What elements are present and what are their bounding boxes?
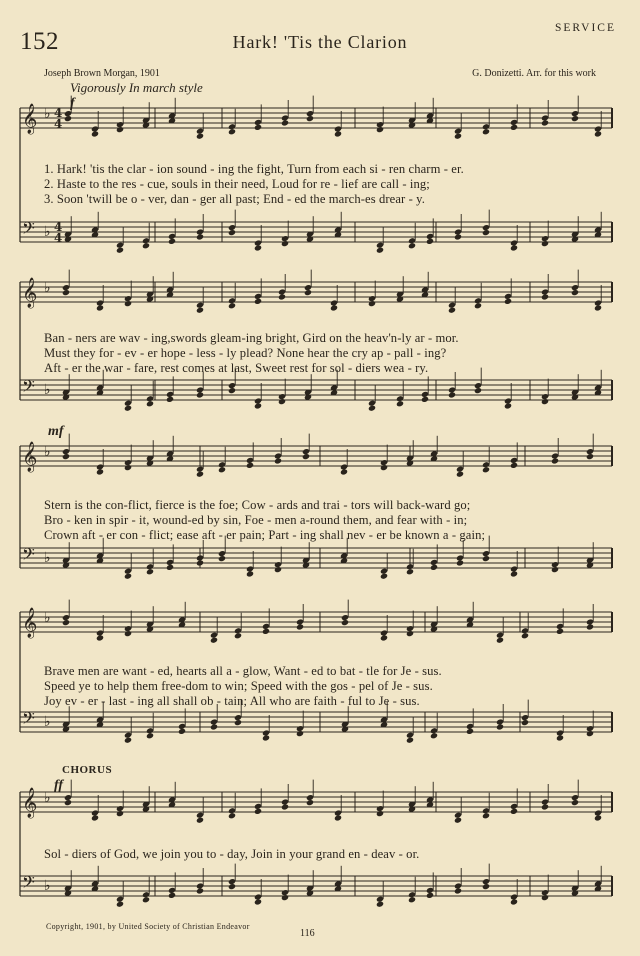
bass-clef-icon: 𝄢 bbox=[22, 708, 35, 732]
note-head bbox=[454, 233, 462, 240]
note-head bbox=[124, 300, 132, 307]
note-head bbox=[456, 559, 464, 566]
note-head bbox=[396, 400, 404, 407]
lyric-line: Brave men are want - ed, hearts all a - glow, Want - ed to bat - tle for Je - sus. bbox=[44, 664, 442, 678]
treble-clef-icon: 𝄞 bbox=[22, 788, 38, 818]
note-head bbox=[228, 229, 236, 236]
note-head bbox=[496, 723, 504, 730]
note-head bbox=[482, 555, 490, 562]
note-head bbox=[62, 289, 70, 296]
note-head bbox=[474, 302, 482, 309]
note-head bbox=[281, 240, 289, 247]
note-head bbox=[246, 570, 254, 577]
treble-clef-icon: 𝄞 bbox=[22, 442, 38, 472]
note-head bbox=[210, 637, 218, 644]
note-head bbox=[262, 628, 270, 635]
note-head bbox=[281, 119, 289, 126]
dynamic-fortissimo: ff bbox=[54, 778, 64, 793]
note-head bbox=[334, 130, 342, 137]
note-head bbox=[541, 894, 549, 901]
note-head bbox=[62, 619, 70, 626]
note-head bbox=[521, 719, 529, 726]
note-head bbox=[254, 298, 262, 305]
note-head bbox=[196, 471, 204, 478]
note-head bbox=[448, 391, 456, 398]
lyric-line: Stern is the con-flict, fierce is the foe; Cow - ards and trai - tors will back-ward go; bbox=[44, 498, 471, 512]
note-head bbox=[166, 396, 174, 403]
note-head bbox=[340, 468, 348, 475]
note-head bbox=[142, 242, 150, 249]
note-head bbox=[341, 619, 349, 626]
hymn-number: 152 bbox=[20, 28, 59, 55]
note-head bbox=[556, 734, 564, 741]
note-head bbox=[586, 623, 594, 630]
bass-clef-icon: 𝄢 bbox=[22, 872, 35, 896]
note-head bbox=[541, 803, 549, 810]
note-head bbox=[274, 566, 282, 573]
note-head bbox=[262, 734, 270, 741]
note-head bbox=[586, 453, 594, 460]
lyric-line: Bro - ken in spir - it, wound-ed by sin, Foe - men a-round them, and fear with - in; bbox=[44, 513, 468, 527]
note-head bbox=[426, 892, 434, 899]
note-head bbox=[368, 405, 376, 412]
note-head bbox=[168, 892, 176, 899]
lyric-line: Crown aft - er con - flict; ease aft - er pain; Part - ing shall nev - er be known a - gain; bbox=[44, 528, 486, 542]
time-signature: 4 bbox=[54, 220, 63, 234]
note-head bbox=[146, 732, 154, 739]
note-head bbox=[504, 402, 512, 409]
bass-clef-icon: 𝄢 bbox=[22, 218, 35, 242]
note-head bbox=[304, 289, 312, 296]
note-head bbox=[296, 623, 304, 630]
lyric-line: 2. Haste to the res - cue, souls in their need, Loud for re - lief are call - ing; bbox=[44, 177, 430, 191]
note-head bbox=[380, 634, 388, 641]
note-head bbox=[408, 896, 416, 903]
lyric-line: Must they for - ev - er hope - less - ly plead? None hear the cry ap - pall - ing? bbox=[44, 346, 447, 360]
flat-icon: ♭ bbox=[44, 106, 51, 122]
note-head bbox=[571, 799, 579, 806]
note-head bbox=[64, 115, 72, 122]
note-head bbox=[521, 632, 529, 639]
note-head bbox=[64, 799, 72, 806]
note-head bbox=[426, 238, 434, 245]
note-head bbox=[510, 124, 518, 131]
note-head bbox=[541, 119, 549, 126]
note-head bbox=[124, 737, 132, 744]
bass-clef-icon: 𝄢 bbox=[22, 544, 35, 568]
note-head bbox=[376, 901, 384, 908]
note-head bbox=[482, 128, 490, 135]
section-label: SERVICE bbox=[555, 22, 616, 34]
note-head bbox=[594, 130, 602, 137]
note-head bbox=[496, 637, 504, 644]
note-head bbox=[482, 883, 490, 890]
time-signature: 4 bbox=[54, 231, 63, 245]
note-head bbox=[196, 307, 204, 314]
note-head bbox=[504, 298, 512, 305]
note-head bbox=[306, 115, 314, 122]
note-head bbox=[380, 573, 388, 580]
flat-icon: ♭ bbox=[44, 224, 51, 240]
note-head bbox=[510, 462, 518, 469]
note-head bbox=[510, 244, 518, 251]
note-head bbox=[196, 817, 204, 824]
time-signature: 4 bbox=[54, 106, 63, 120]
note-head bbox=[218, 555, 226, 562]
note-head bbox=[510, 570, 518, 577]
dynamic-mezzo-forte: mf bbox=[48, 424, 64, 439]
note-head bbox=[586, 730, 594, 737]
note-head bbox=[228, 302, 236, 309]
note-head bbox=[541, 398, 549, 405]
flat-icon: ♭ bbox=[44, 280, 51, 296]
note-head bbox=[510, 808, 518, 815]
time-signature: 4 bbox=[54, 117, 63, 131]
note-head bbox=[142, 896, 150, 903]
note-head bbox=[376, 126, 384, 133]
note-head bbox=[406, 630, 414, 637]
note-head bbox=[454, 133, 462, 140]
flat-icon: ♭ bbox=[44, 444, 51, 460]
note-head bbox=[116, 126, 124, 133]
lyric-line: Ban - ners are wav - ing,swords gleam-ing bright, Gird on the heav'n-ly ar - mor. bbox=[44, 331, 459, 345]
note-head bbox=[228, 883, 236, 890]
note-head bbox=[474, 387, 482, 394]
flat-icon: ♭ bbox=[44, 550, 51, 566]
note-head bbox=[541, 293, 549, 300]
note-head bbox=[228, 387, 236, 394]
note-head bbox=[541, 240, 549, 247]
note-head bbox=[124, 573, 132, 580]
note-head bbox=[571, 289, 579, 296]
note-head bbox=[334, 814, 342, 821]
note-head bbox=[254, 244, 262, 251]
note-head bbox=[330, 304, 338, 311]
note-head bbox=[406, 737, 414, 744]
flat-icon: ♭ bbox=[44, 610, 51, 626]
note-head bbox=[96, 304, 104, 311]
note-head bbox=[168, 238, 176, 245]
note-head bbox=[196, 559, 204, 566]
note-head bbox=[196, 233, 204, 240]
note-head bbox=[510, 898, 518, 905]
note-head bbox=[302, 453, 310, 460]
note-head bbox=[551, 457, 559, 464]
note-head bbox=[454, 887, 462, 894]
note-head bbox=[430, 732, 438, 739]
note-head bbox=[454, 817, 462, 824]
treble-clef-icon: 𝄞 bbox=[22, 104, 38, 134]
note-head bbox=[146, 568, 154, 575]
note-head bbox=[210, 723, 218, 730]
flat-icon: ♭ bbox=[44, 878, 51, 894]
note-head bbox=[254, 124, 262, 131]
note-head bbox=[146, 400, 154, 407]
lyric-line: 3. Soon 'twill be o - ver, dan - ger all past; End - ed the march-es drear - y. bbox=[44, 192, 425, 206]
note-head bbox=[281, 803, 289, 810]
tempo-marking: Vigorously In march style bbox=[70, 80, 203, 95]
note-head bbox=[551, 566, 559, 573]
note-head bbox=[96, 468, 104, 475]
note-head bbox=[116, 810, 124, 817]
lyric-line: Sol - diers of God, we join you to - day, Join in your grand en - deav - or. bbox=[44, 847, 420, 861]
lyric-line: Speed ye to help them free-dom to win; Speed with the gos - pel of Je - sus. bbox=[44, 679, 433, 693]
dynamic-forte: f bbox=[70, 96, 75, 111]
note-head bbox=[228, 128, 236, 135]
note-head bbox=[448, 307, 456, 314]
note-head bbox=[274, 457, 282, 464]
note-head bbox=[281, 894, 289, 901]
note-head bbox=[380, 464, 388, 471]
note-head bbox=[278, 398, 286, 405]
note-head bbox=[408, 242, 416, 249]
note-head bbox=[116, 901, 124, 908]
lyric-line: 1. Hark! 'tis the clar - ion sound - ing the fight, Turn from each si - ren charm - er. bbox=[44, 162, 464, 176]
note-head bbox=[196, 133, 204, 140]
note-head bbox=[116, 247, 124, 254]
note-head bbox=[482, 229, 490, 236]
note-head bbox=[594, 304, 602, 311]
bass-clef-icon: 𝄢 bbox=[22, 376, 35, 400]
note-head bbox=[421, 396, 429, 403]
note-head bbox=[166, 564, 174, 571]
treble-clef-icon: 𝄞 bbox=[22, 278, 38, 308]
flat-icon: ♭ bbox=[44, 714, 51, 730]
note-head bbox=[278, 293, 286, 300]
note-head bbox=[556, 628, 564, 635]
note-head bbox=[196, 391, 204, 398]
note-head bbox=[234, 719, 242, 726]
note-head bbox=[254, 898, 262, 905]
chorus-label: CHORUS bbox=[62, 764, 113, 776]
note-head bbox=[376, 247, 384, 254]
note-head bbox=[254, 402, 262, 409]
note-head bbox=[306, 799, 314, 806]
note-head bbox=[482, 812, 490, 819]
note-head bbox=[62, 453, 70, 460]
note-head bbox=[91, 814, 99, 821]
note-head bbox=[368, 300, 376, 307]
page-number: 116 bbox=[300, 928, 315, 939]
note-head bbox=[178, 728, 186, 735]
note-head bbox=[234, 632, 242, 639]
note-head bbox=[466, 728, 474, 735]
note-head bbox=[296, 730, 304, 737]
note-head bbox=[254, 808, 262, 815]
words-credit: Joseph Brown Morgan, 1901 bbox=[44, 68, 160, 79]
copyright-notice: Copyright, 1901, by United Society of Christian Endeavor bbox=[46, 922, 250, 931]
note-head bbox=[91, 130, 99, 137]
note-head bbox=[124, 630, 132, 637]
note-head bbox=[124, 405, 132, 412]
flat-icon: ♭ bbox=[44, 790, 51, 806]
note-head bbox=[124, 464, 132, 471]
treble-clef-icon: 𝄞 bbox=[22, 608, 38, 638]
note-head bbox=[376, 810, 384, 817]
music-credit: G. Donizetti. Arr. for this work bbox=[472, 68, 596, 79]
note-head bbox=[96, 634, 104, 641]
note-head bbox=[456, 471, 464, 478]
note-head bbox=[196, 887, 204, 894]
note-head bbox=[218, 466, 226, 473]
note-head bbox=[482, 466, 490, 473]
flat-icon: ♭ bbox=[44, 382, 51, 398]
note-head bbox=[571, 115, 579, 122]
lyric-line: Aft - er the war - fare, rest comes at last, Sweet rest for sol - diers wea - ry. bbox=[44, 361, 429, 375]
lyric-line: Joy ev - er - last - ing all shall ob - tain; All who are faith - ful to Je - sus. bbox=[44, 694, 420, 708]
note-head bbox=[228, 812, 236, 819]
note-head bbox=[430, 564, 438, 571]
note-head bbox=[406, 568, 414, 575]
note-head bbox=[246, 462, 254, 469]
hymn-title: Hark! 'Tis the Clarion bbox=[232, 32, 408, 52]
note-head bbox=[594, 814, 602, 821]
